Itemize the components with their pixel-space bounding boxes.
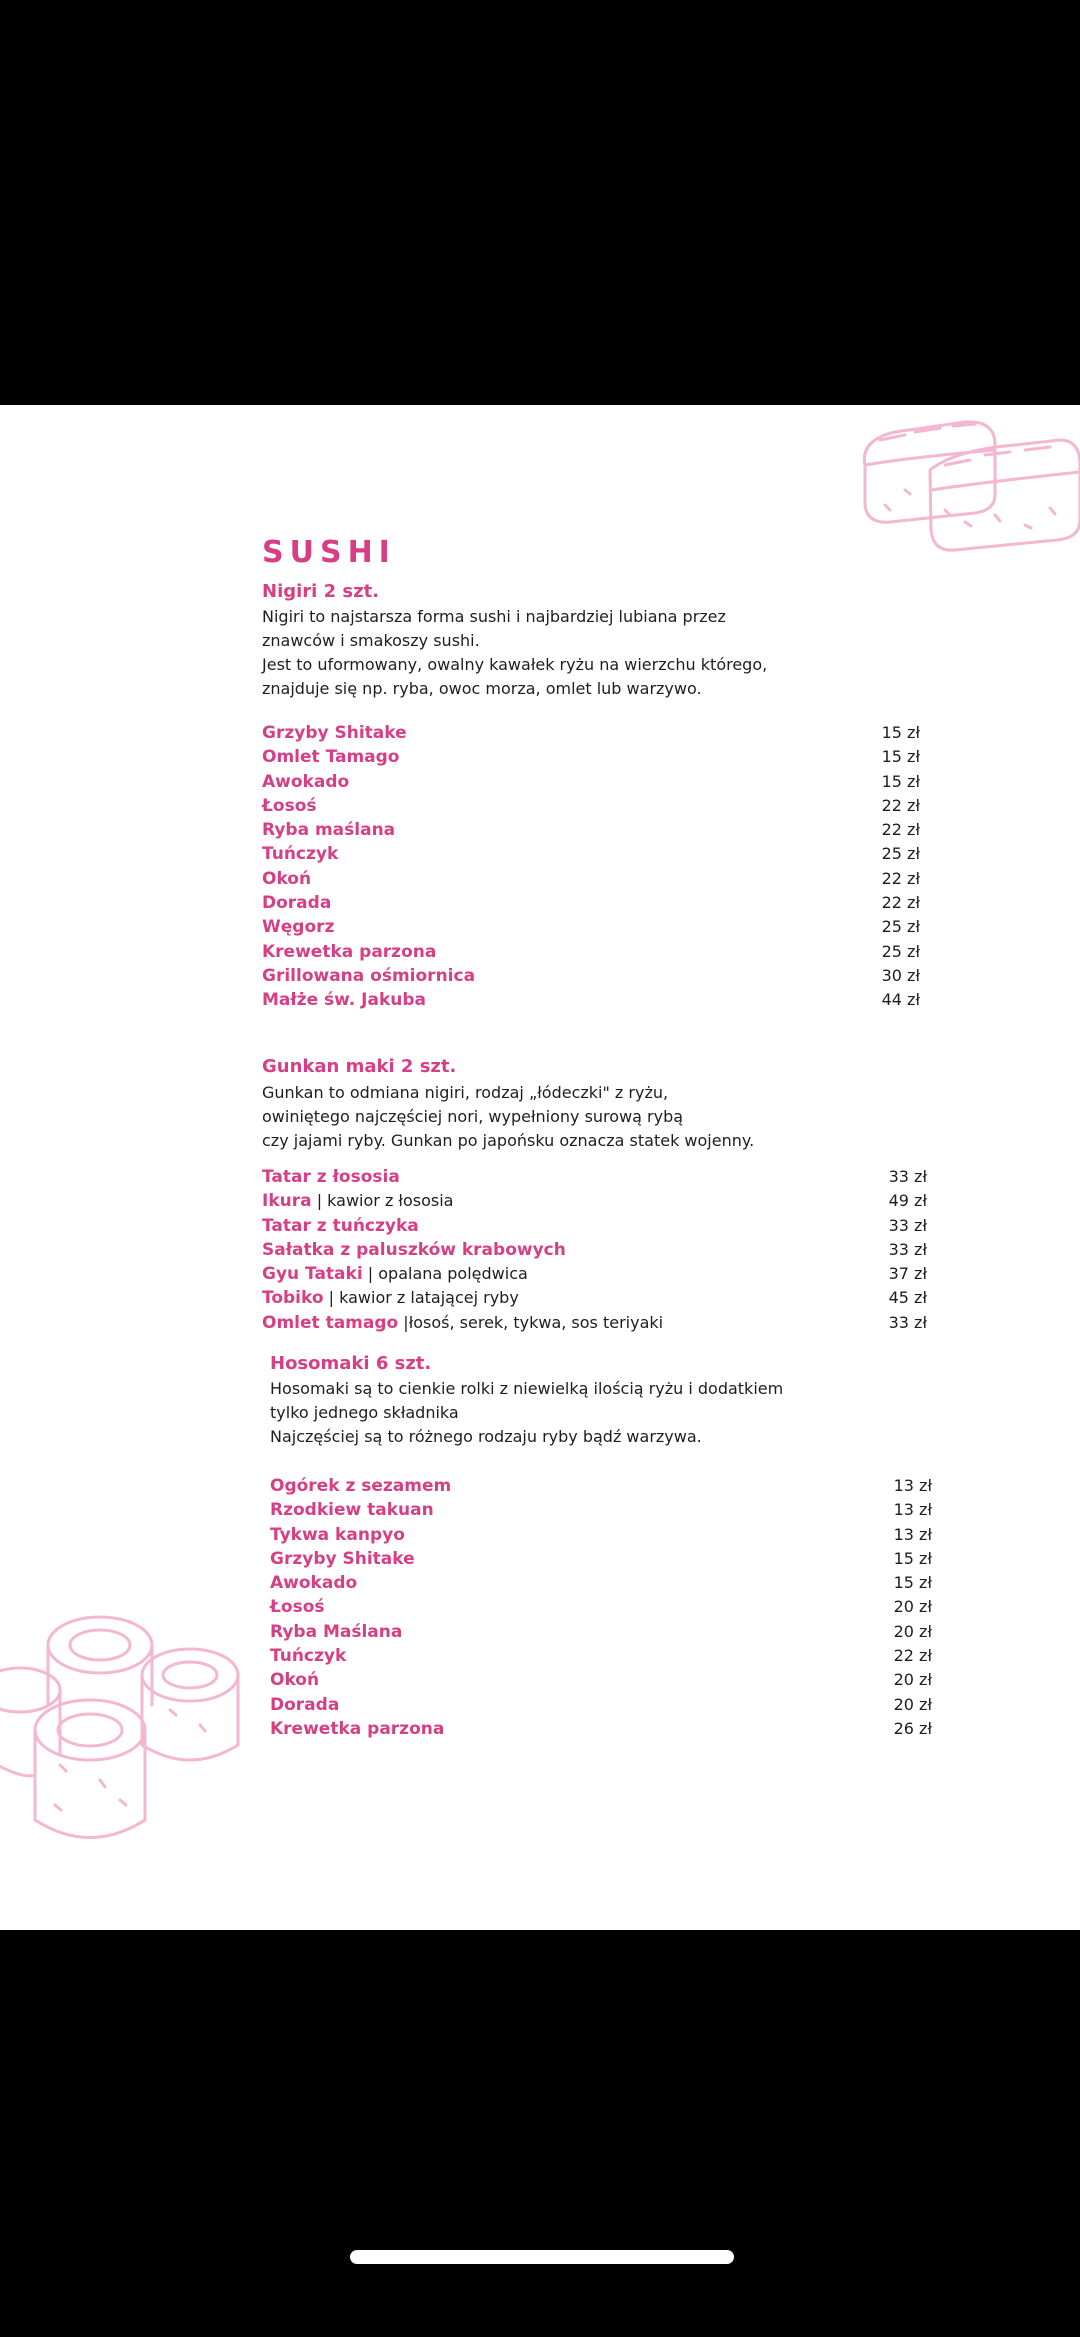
item-price: 49 zł [888, 1191, 927, 1211]
item-name: Ryba Maślana [270, 1621, 403, 1642]
item-name: Krewetka parzona [270, 1718, 445, 1739]
section-heading-gunkan: Gunkan maki 2 szt. [262, 1056, 457, 1077]
item-name: Węgorz [262, 917, 335, 938]
list-item [270, 1595, 932, 1619]
item-price: 33 zł [888, 1312, 927, 1332]
section-description-nigiri [262, 605, 767, 701]
item-price: 15 zł [893, 1548, 932, 1568]
item-name: Ryba maślana [262, 820, 396, 841]
section-heading-nigiri: Nigiri 2 szt. [262, 581, 380, 602]
item-price: 45 zł [888, 1288, 927, 1308]
list-item [270, 1474, 932, 1498]
item-price: 33 zł [888, 1215, 927, 1235]
item-price: 22 zł [881, 820, 920, 840]
list-item [262, 940, 920, 964]
list-item [262, 867, 920, 891]
list-item [270, 1547, 932, 1571]
item-price: 25 zł [881, 844, 920, 864]
home-indicator[interactable] [350, 2250, 734, 2264]
item-price: 33 zł [888, 1167, 927, 1186]
item-name: Tobiko [262, 1288, 324, 1309]
item-name: Łosoś [262, 795, 317, 816]
item-price: 20 zł [893, 1597, 932, 1617]
item-price: 13 zł [893, 1500, 932, 1520]
list-item [262, 1214, 927, 1238]
description-line: tylko jednego składnika [270, 1403, 459, 1422]
item-name: Grzyby Shitake [262, 723, 407, 743]
description-line: znawców i smakoszy sushi. [262, 631, 480, 650]
item-name: Grillowana ośmiornica [262, 965, 476, 986]
item-price: 25 zł [881, 941, 920, 961]
description-line: znajduje się np. ryba, owoc morza, omlet lub warzywo. [262, 679, 702, 698]
list-item [262, 1262, 927, 1286]
list-item [262, 1165, 927, 1189]
description-line: Najczęściej są to różnego rodzaju ryby bądź warzywa. [270, 1427, 702, 1446]
list-item [270, 1693, 932, 1717]
list-item [270, 1498, 932, 1522]
item-note: | opalana polędwica [367, 1264, 528, 1284]
item-name: Dorada [262, 893, 332, 914]
item-name: Okoń [270, 1670, 320, 1691]
item-name: Tuńczyk [270, 1646, 347, 1667]
list-item [262, 1238, 927, 1262]
nigiri-sushi-icon [845, 410, 1080, 560]
item-name: Gyu Tataki [262, 1264, 363, 1285]
item-price: 44 zł [881, 990, 920, 1010]
list-item [270, 1571, 932, 1595]
list-item [262, 818, 920, 842]
list-item [262, 964, 920, 988]
item-name: Łosoś [270, 1597, 325, 1618]
item-name: Tykwa kanpyo [270, 1524, 405, 1545]
item-price: 22 zł [893, 1646, 932, 1666]
list-item [262, 721, 920, 745]
item-price: 13 zł [893, 1524, 932, 1544]
item-price: 20 zł [893, 1621, 932, 1641]
item-name: Omlet Tamago [262, 747, 400, 768]
list-item [262, 1311, 927, 1335]
item-price: 33 zł [888, 1239, 927, 1259]
item-name: Rzodkiew takuan [270, 1500, 434, 1521]
list-item [262, 891, 920, 915]
section-heading-hosomaki: Hosomaki 6 szt. [270, 1353, 432, 1374]
list-item [270, 1523, 932, 1547]
description-line: czy jajami ryby. Gunkan po japońsku oznacza statek wojenny. [262, 1131, 755, 1150]
item-price: 20 zł [893, 1694, 932, 1714]
item-name: Awokado [262, 771, 350, 792]
list-item [270, 1644, 932, 1668]
item-name: Krewetka parzona [262, 941, 437, 962]
item-name: Okoń [262, 868, 312, 889]
item-name: Tatar z tuńczyka [262, 1215, 419, 1236]
item-name: Dorada [270, 1694, 340, 1715]
item-price: 37 zł [888, 1264, 927, 1284]
item-price: 15 zł [881, 747, 920, 767]
hosomaki-items-list [270, 1474, 932, 1741]
maki-rolls-icon [0, 1605, 240, 1875]
list-item [270, 1668, 932, 1692]
item-price: 22 zł [881, 893, 920, 913]
section-description-hosomaki [270, 1377, 783, 1449]
list-item [262, 988, 920, 1012]
item-price: 15 zł [881, 771, 920, 791]
item-price: 15 zł [881, 723, 920, 742]
item-note: |łosoś, serek, tykwa, sos teriyaki [403, 1312, 664, 1332]
item-name: Grzyby Shitake [270, 1548, 415, 1569]
section-description-gunkan [262, 1081, 754, 1153]
description-line: Nigiri to najstarsza forma sushi i najbardziej lubiana przez [262, 607, 726, 626]
item-name: Tatar z łososia [262, 1167, 400, 1187]
item-name: Awokado [270, 1573, 358, 1594]
list-item [262, 1189, 927, 1213]
list-item [262, 915, 920, 939]
item-price: 20 zł [893, 1670, 932, 1690]
item-name: Tuńczyk [262, 844, 339, 865]
description-line: Hosomaki są to cienkie rolki z niewielką ilością ryżu i dodatkiem [270, 1379, 784, 1398]
item-price: 22 zł [881, 795, 920, 815]
list-item [270, 1717, 932, 1741]
item-name: Omlet tamago [262, 1312, 399, 1333]
description-line: Gunkan to odmiana nigiri, rodzaj „łódeczki" z ryżu, [262, 1083, 669, 1102]
list-item [262, 842, 920, 866]
item-price: 15 zł [893, 1573, 932, 1593]
nigiri-items-list [262, 721, 920, 1013]
item-price: 30 zł [881, 965, 920, 985]
list-item [262, 770, 920, 794]
item-name: Ikura [262, 1191, 312, 1212]
list-item [262, 1286, 927, 1310]
item-name: Małże św. Jakuba [262, 990, 426, 1011]
item-price: 22 zł [881, 868, 920, 888]
item-name: Ogórek z sezamem [270, 1476, 452, 1496]
item-price: 26 zł [893, 1718, 932, 1738]
item-note: | kawior z łososia [316, 1191, 454, 1211]
description-line: owiniętego najczęściej nori, wypełniony surową rybą [262, 1107, 684, 1126]
item-name: Sałatka z paluszków krabowych [262, 1239, 566, 1260]
item-price: 25 zł [881, 917, 920, 937]
item-note: | kawior z latającej ryby [328, 1288, 519, 1308]
description-line: Jest to uformowany, owalny kawałek ryżu na wierzchu którego, [262, 655, 768, 674]
list-item [262, 745, 920, 769]
list-item [270, 1620, 932, 1644]
item-price: 13 zł [893, 1476, 932, 1495]
menu-page [0, 405, 1080, 1930]
page-title: SUSHI [262, 535, 396, 570]
gunkan-items-list [262, 1165, 927, 1335]
list-item [262, 794, 920, 818]
